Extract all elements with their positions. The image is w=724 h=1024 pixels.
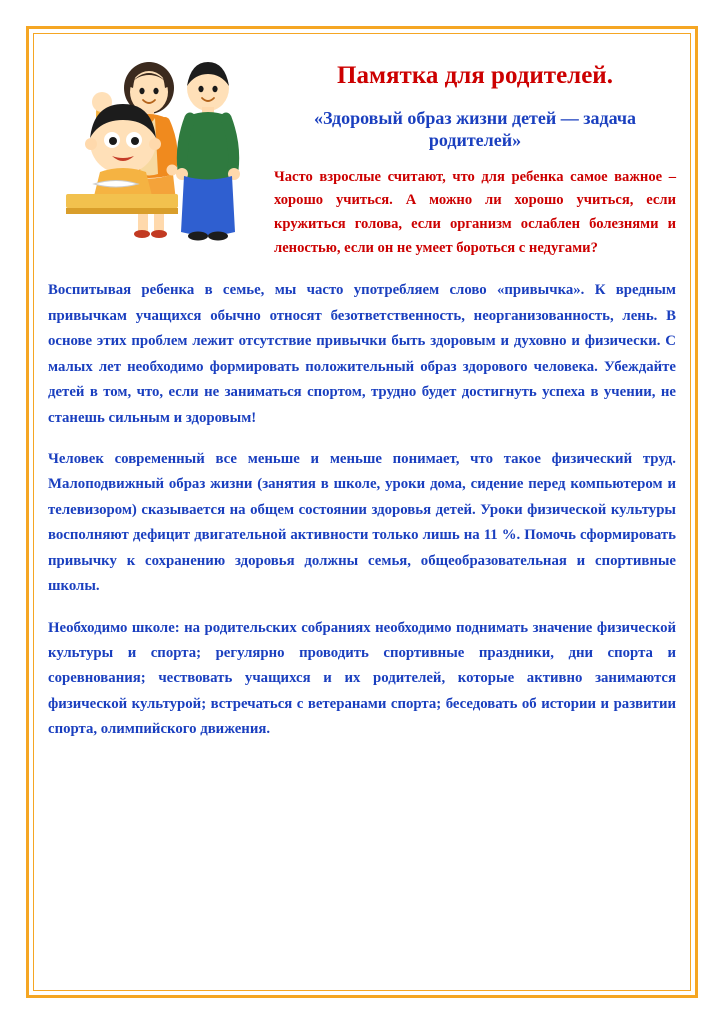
page-subtitle: «Здоровый образ жизни детей — задача родителей» bbox=[313, 107, 637, 151]
paragraph-3: Необходимо школе: на родительских собраниях необходимо поднимать значение физической культуры и спорта; регулярно проводить спортивные праздники, дни спорта и соревнования; чествовать учащихся и их родителей, которые активно занимаются физической культурой; встречаться с ветеранами спорта; беседовать об истории и развитии спорта, олимпийского движения. bbox=[48, 619, 676, 738]
paragraph-2: Человек современный все меньше и меньше понимает, что такое физический труд. Малоподвижный образ жизни (занятия в школе, уроки дома, сидение перед компьютером и телевизором) сказывается на общем состоянии здоровья детей. Уроки физической культуры восполняют дефицит двигательной активности только лишь на 11 %. Помочь сформировать привычку к сохранению здоровья должны семья, общеобразовательная и спортивные школы. bbox=[48, 450, 676, 595]
family-cartoon-illustration bbox=[48, 44, 268, 252]
document-content bbox=[48, 44, 676, 980]
document-header bbox=[48, 44, 676, 260]
header-text-block bbox=[274, 44, 676, 260]
page-title: Памятка для родителей. bbox=[337, 62, 613, 89]
intro-paragraph-start: Часто взрослые считают, что для ребенка самое важное – хорошо учиться. А можно ли хорошо учиться, если кружиться голова, если организм ослаблен болезнями и леностью, если он не умеет бороться с недугами? bbox=[274, 168, 676, 256]
paragraph-1: Воспитывая ребенка в семье, мы часто употребляем слово «привычка». К вредным привычкам учащихся обычно относят безответственность, неорганизованность, лень. В основе этих проблем лежит отсутствие привычки быть здоровым и духовно и физически. С малых лет необходимо формировать положительный образ здорового человека. Убеждайте детей в том, что, если не заниматься спортом, трудно будет достигнуть успеха в учении, не станешь сильным и здоровым! bbox=[48, 282, 676, 426]
body-paragraphs bbox=[48, 278, 676, 742]
